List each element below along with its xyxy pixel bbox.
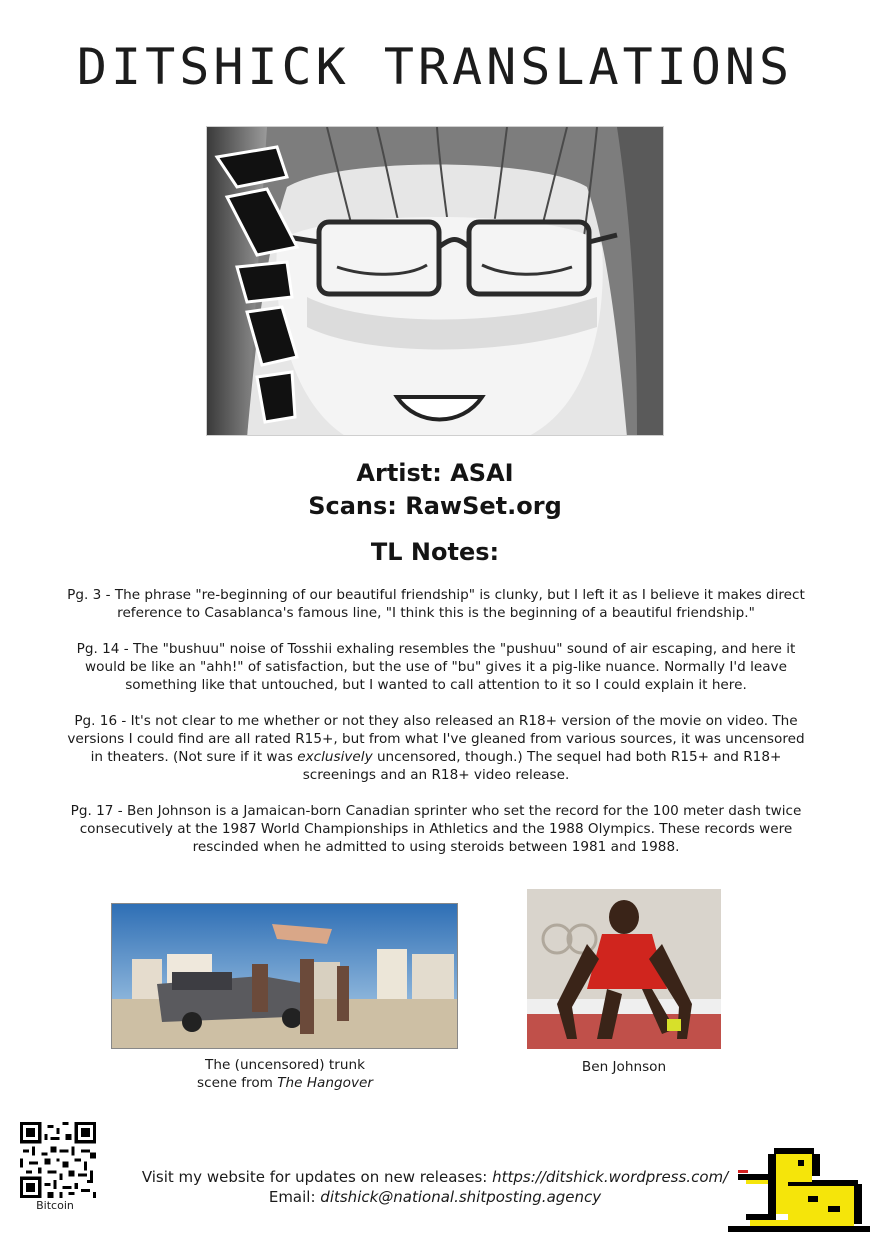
hangover-caption-title: The Hangover bbox=[277, 1075, 373, 1091]
qr-label: Bitcoin bbox=[36, 1199, 74, 1212]
snake-mascot-icon bbox=[728, 1140, 870, 1236]
tl-notes-heading: TL Notes: bbox=[370, 538, 500, 566]
credits bbox=[0, 457, 870, 523]
footer-email-prefix: Email: bbox=[268, 1188, 321, 1206]
note-page-14: Pg. 14 - The "bushuu" noise of Tosshii exhaling resembles the "pushuu" sound of air escaping, and here it would be like an "ahh!" of satisfaction, but the use of "bu" gives it a pig-like nuance. Normally I'd leave something like that untouched, but I wanted to call attention to it so I could explain it here. bbox=[76, 641, 796, 693]
hangover-caption-line1: The (uncensored) trunk bbox=[205, 1057, 365, 1073]
website-link[interactable]: https://ditshick.wordpress.com/ bbox=[492, 1168, 729, 1186]
bitcoin-qr-code bbox=[20, 1122, 96, 1198]
note-page-16-emphasis: exclusively bbox=[297, 749, 373, 765]
ben-johnson-photo bbox=[527, 889, 721, 1049]
tl-notes-body bbox=[62, 586, 810, 874]
email-link[interactable]: ditshick@national.shitposting.agency bbox=[320, 1188, 602, 1206]
hangover-caption-prefix: scene from bbox=[197, 1075, 278, 1091]
note-page-16-part2: uncensored, though.) The sequel had both R15+ and R18+ screenings and an R18+ video release. bbox=[302, 749, 782, 783]
artist-credit: Artist: ASAI bbox=[356, 459, 514, 487]
footer-website-line bbox=[100, 1167, 770, 1187]
hangover-caption bbox=[150, 1056, 420, 1092]
page-title: DITSHICK TRANSLATIONS bbox=[76, 38, 794, 96]
footer-email-line bbox=[100, 1187, 770, 1207]
manga-panel-image bbox=[206, 126, 664, 436]
footer bbox=[100, 1167, 770, 1207]
note-page-16 bbox=[62, 712, 810, 784]
hangover-caption-line2 bbox=[150, 1074, 420, 1092]
note-page-17: Pg. 17 - Ben Johnson is a Jamaican-born Canadian sprinter who set the record for the 100 meter dash twice consecutively at the 1987 World Championships in Athletics and the 1988 Olympics. These records were rescinded when he admitted to using steroids between 1981 and 1988. bbox=[70, 803, 802, 855]
scans-credit: Scans: RawSet.org bbox=[308, 492, 562, 520]
hangover-scene-photo bbox=[111, 903, 458, 1049]
ben-johnson-caption: Ben Johnson bbox=[581, 1059, 667, 1075]
note-page-3: Pg. 3 - The phrase "re-beginning of our beautiful friendship" is clunky, but I left it as I believe it makes direct reference to Casablanca's famous line, "I think this is the beginning of a beautiful friendship." bbox=[67, 587, 805, 621]
note-page-16-part1: Pg. 16 - It's not clear to me whether or not they also released an R18+ version of the movie on video. The versions I could find are all rated R15+, but from what I've gleaned from various sources, it was uncensored in theaters. (Not sure if it was bbox=[67, 713, 805, 765]
footer-website-prefix: Visit my website for updates on new releases: bbox=[141, 1168, 493, 1186]
